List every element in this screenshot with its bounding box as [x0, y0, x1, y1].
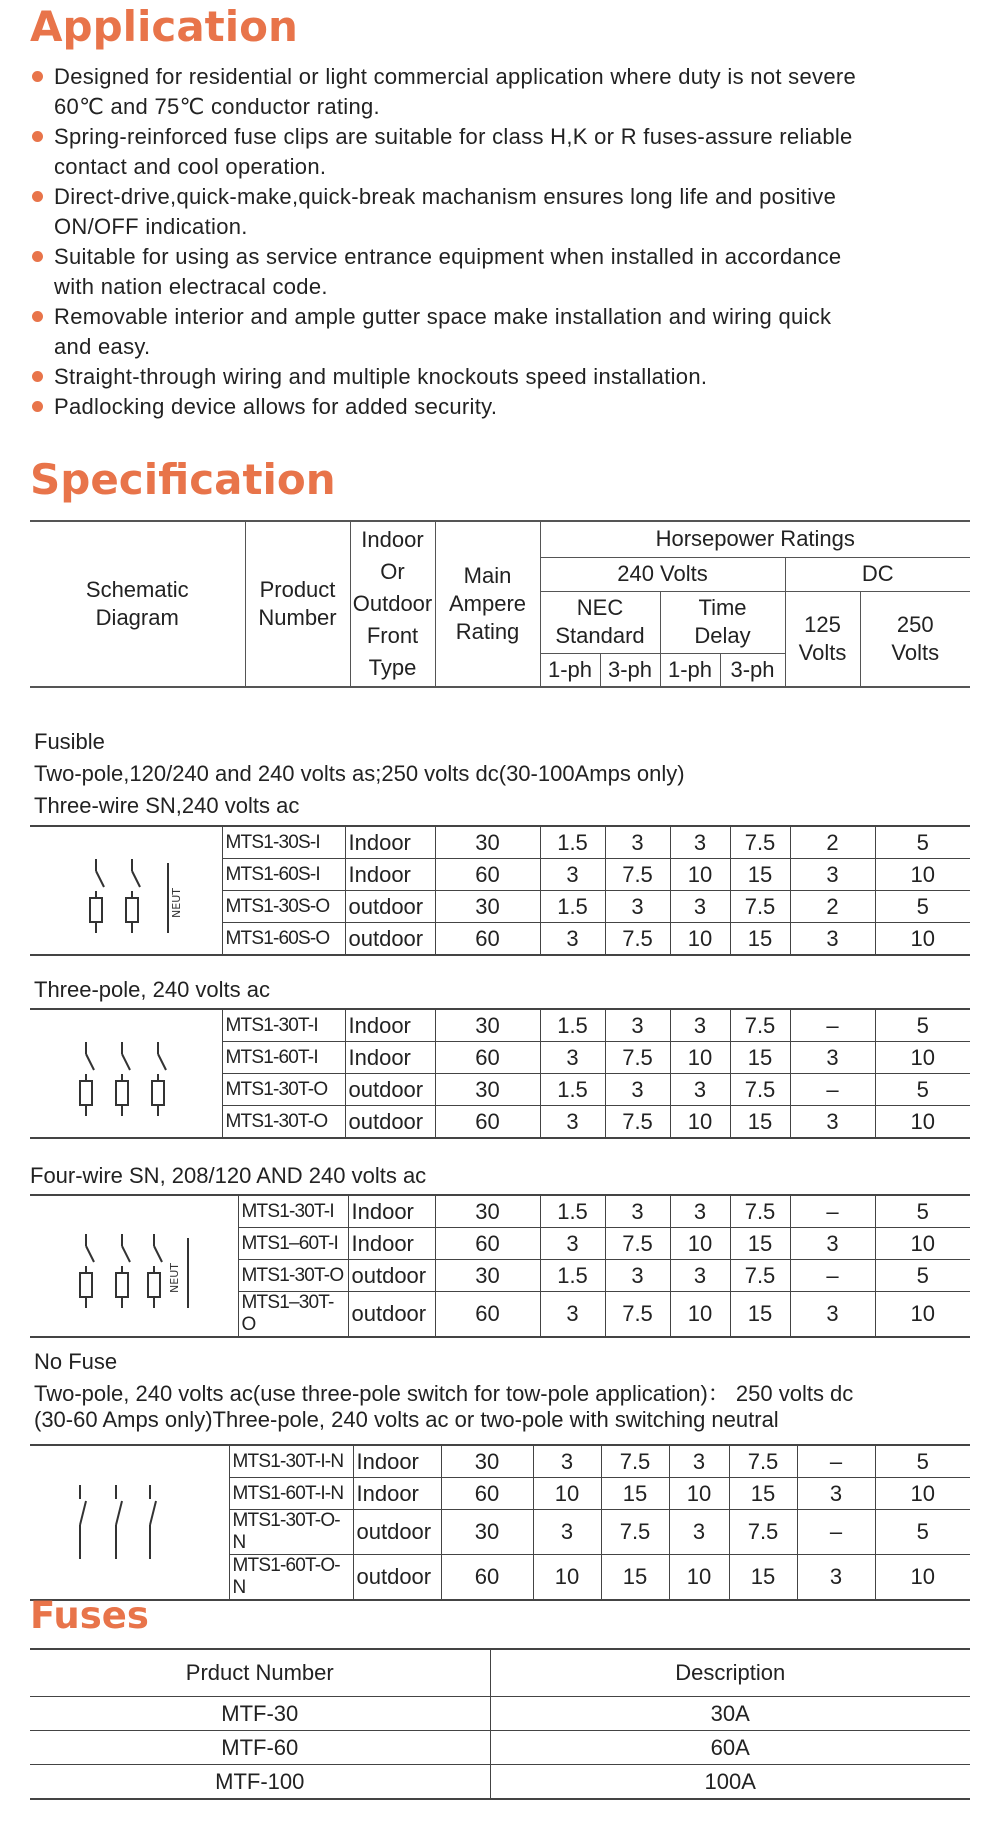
ampere-cell: 60 [435, 859, 540, 891]
product-number: MTS1-60S-I [222, 859, 345, 891]
ampere-cell: 60 [435, 923, 540, 956]
product-number: MTS1-60T-O-N [229, 1555, 353, 1601]
value-cell: 15 [730, 1228, 790, 1260]
ampere-cell: 60 [441, 1555, 533, 1601]
value-cell: 7.5 [730, 1009, 790, 1042]
fusible-subtitle: Two-pole,120/240 and 240 volts as;250 volts dc(30-100Amps only) [34, 761, 685, 786]
value-cell: 10 [533, 1555, 601, 1601]
value-cell: 1.5 [540, 891, 605, 923]
application-bullet: Suitable for using as service entrance equipment when installed in accordance with nation electracal code. [28, 242, 993, 302]
header-product-number: Product Number [245, 521, 350, 687]
value-cell: 7.5 [730, 1074, 790, 1106]
value-cell: 10 [670, 859, 730, 891]
value-cell: 3 [670, 891, 730, 923]
product-number: MTS1-30T-O [238, 1260, 348, 1292]
table-row [30, 1765, 970, 1800]
value-cell: – [790, 1074, 875, 1106]
value-cell: 10 [670, 1292, 730, 1338]
value-cell: – [797, 1510, 875, 1555]
value-cell: 10 [669, 1478, 729, 1510]
value-cell: 15 [730, 859, 790, 891]
value-cell: 1.5 [540, 1074, 605, 1106]
product-number: MTS1-60S-O [222, 923, 345, 956]
value-cell: 5 [875, 1445, 970, 1478]
ampere-cell: 60 [435, 1228, 540, 1260]
spec-table-no-fuse [30, 1444, 970, 1601]
value-cell: 7.5 [605, 1106, 670, 1139]
bullet-dot-icon [32, 71, 43, 82]
value-cell: 10 [875, 1292, 970, 1338]
type-cell: outdoor [345, 1074, 435, 1106]
value-cell: 5 [875, 826, 970, 859]
type-cell: Indoor [348, 1228, 435, 1260]
value-cell: 15 [730, 1042, 790, 1074]
table-row [30, 826, 970, 859]
bullet-dot-icon [32, 191, 43, 202]
header-240-volts: 240 Volts [540, 557, 785, 591]
type-cell: outdoor [345, 923, 435, 956]
value-cell: 3 [670, 1260, 730, 1292]
value-cell: – [790, 1195, 875, 1228]
value-cell: 7.5 [605, 1228, 670, 1260]
ampere-cell: 30 [435, 826, 540, 859]
value-cell: 10 [670, 1042, 730, 1074]
type-cell: outdoor [348, 1260, 435, 1292]
schematic-cell [30, 1195, 238, 1337]
type-cell: Indoor [348, 1195, 435, 1228]
value-cell: 1.5 [540, 1009, 605, 1042]
value-cell: 7.5 [730, 891, 790, 923]
section-label-four-wire: Four-wire SN, 208/120 AND 240 volts ac [30, 1163, 427, 1188]
value-cell: 5 [875, 1510, 970, 1555]
value-cell: 15 [730, 923, 790, 956]
value-cell: 15 [601, 1478, 669, 1510]
value-cell: 10 [670, 1106, 730, 1139]
header-schematic: Schematic Diagram [30, 521, 245, 687]
spec-table-three-wire [30, 825, 970, 956]
header-dc: DC [785, 557, 970, 591]
type-cell: outdoor [353, 1555, 441, 1601]
value-cell: 3 [670, 1195, 730, 1228]
value-cell: 5 [875, 1260, 970, 1292]
table-row [30, 1697, 970, 1731]
value-cell: 5 [875, 891, 970, 923]
value-cell: 7.5 [729, 1445, 797, 1478]
value-cell: 3 [605, 1260, 670, 1292]
value-cell: 3 [540, 923, 605, 956]
value-cell: 5 [875, 1009, 970, 1042]
value-cell: 3 [533, 1445, 601, 1478]
product-number: MTS1-30T-O [222, 1074, 345, 1106]
value-cell: 3 [670, 826, 730, 859]
application-bullet: Straight-through wiring and multiple knockouts speed installation. [28, 362, 993, 392]
fuse-product-number: MTF-60 [30, 1731, 490, 1765]
type-cell: outdoor [345, 1106, 435, 1139]
application-heading: Application [30, 2, 298, 51]
ampere-cell: 30 [441, 1510, 533, 1555]
header-main-ampere: Main Ampere Rating [435, 521, 540, 687]
table-row [30, 1009, 970, 1042]
application-bullet: Spring-reinforced fuse clips are suitable for class H,K or R fuses-assure reliable contact and cool operation. [28, 122, 993, 182]
section-label-three-pole: Three-pole, 240 volts ac [34, 977, 271, 1002]
bullet-dot-icon [32, 251, 43, 262]
value-cell: 3 [533, 1510, 601, 1555]
type-cell: Indoor [345, 859, 435, 891]
section-label-three-wire: Three-wire SN,240 volts ac [34, 793, 300, 818]
value-cell: 3 [790, 923, 875, 956]
value-cell: 10 [875, 1106, 970, 1139]
value-cell: 10 [875, 1042, 970, 1074]
type-cell: Indoor [345, 1009, 435, 1042]
value-cell: 15 [729, 1478, 797, 1510]
product-number: MTS1-30S-O [222, 891, 345, 923]
no-fuse-subtitle-2: (30-60 Amps only)Three-pole, 240 volts ac or two-pole with switching neutral [34, 1407, 779, 1432]
value-cell: 5 [875, 1074, 970, 1106]
bullet-dot-icon [32, 311, 43, 322]
value-cell: 15 [730, 1292, 790, 1338]
application-bullet: Designed for residential or light commercial application where duty is not severe 60℃ and 75℃ conductor rating. [28, 62, 993, 122]
value-cell: 1.5 [540, 826, 605, 859]
fuses-heading: Fuses [30, 1594, 149, 1637]
bullet-dot-icon [32, 401, 43, 412]
schematic-cell [30, 1009, 222, 1138]
value-cell: 7.5 [601, 1445, 669, 1478]
fuses-header-row [30, 1649, 970, 1697]
spec-table-four-wire [30, 1194, 970, 1338]
ampere-cell: 30 [435, 1260, 540, 1292]
value-cell: 2 [790, 826, 875, 859]
schematic-cell [30, 1445, 229, 1600]
product-number: MTS1-30T-O [222, 1106, 345, 1139]
value-cell: – [790, 1260, 875, 1292]
header-125-volts: 125 Volts [785, 591, 860, 687]
neut-label: NEUT [170, 887, 183, 918]
value-cell: 7.5 [601, 1510, 669, 1555]
header-250-volts: 250 Volts [860, 591, 970, 687]
value-cell: 3 [540, 1228, 605, 1260]
fuse-product-number: MTF-30 [30, 1697, 490, 1731]
type-cell: Indoor [345, 1042, 435, 1074]
neut-label: NEUT [168, 1263, 181, 1293]
ampere-cell: 60 [435, 1106, 540, 1139]
value-cell: 3 [790, 1042, 875, 1074]
no-fuse-subtitle-1: Two-pole, 240 volts ac(use three-pole switch for tow-pole application)： 250 volts dc [34, 1381, 854, 1406]
product-number: MTS1-60T-I [222, 1042, 345, 1074]
value-cell: 10 [875, 859, 970, 891]
value-cell: 10 [875, 1478, 970, 1510]
value-cell: 3 [670, 1074, 730, 1106]
table-row [30, 1731, 970, 1765]
table-row [30, 1445, 970, 1478]
value-cell: 10 [670, 923, 730, 956]
header-type: Indoor Or Outdoor Front Type [350, 521, 435, 687]
value-cell: 2 [790, 891, 875, 923]
table-row [30, 1195, 970, 1228]
fuse-product-number: MTF-100 [30, 1765, 490, 1800]
value-cell: 3 [605, 826, 670, 859]
ampere-cell: 60 [441, 1478, 533, 1510]
application-bullet: Removable interior and ample gutter space make installation and wiring quick and easy. [28, 302, 993, 362]
value-cell: 7.5 [605, 1292, 670, 1338]
value-cell: 3 [540, 1292, 605, 1338]
product-number: MTS1-30T-O-N [229, 1510, 353, 1555]
value-cell: 3 [540, 1042, 605, 1074]
value-cell: 3 [790, 1106, 875, 1139]
value-cell: – [790, 1009, 875, 1042]
fuses-col-description: Description [490, 1649, 970, 1697]
value-cell: 15 [601, 1555, 669, 1601]
value-cell: 10 [875, 923, 970, 956]
type-cell: Indoor [345, 826, 435, 859]
specification-heading: Specification [30, 455, 336, 504]
product-number: MTS1-60T-I-N [229, 1478, 353, 1510]
header-nec-1ph: 1-ph [540, 653, 600, 687]
type-cell: outdoor [348, 1292, 435, 1338]
fuses-table [30, 1648, 970, 1800]
ampere-cell: 30 [435, 1074, 540, 1106]
section-label-no-fuse: No Fuse [34, 1349, 118, 1374]
type-cell: outdoor [353, 1510, 441, 1555]
application-bullet: Padlocking device allows for added security. [28, 392, 993, 422]
header-td-3ph: 3-ph [720, 653, 785, 687]
value-cell: 7.5 [605, 923, 670, 956]
value-cell: 5 [875, 1195, 970, 1228]
header-horsepower-ratings: Horsepower Ratings [540, 521, 970, 557]
value-cell: 1.5 [540, 1260, 605, 1292]
type-cell: Indoor [353, 1478, 441, 1510]
value-cell: 15 [730, 1106, 790, 1139]
value-cell: 7.5 [730, 1260, 790, 1292]
fuse-description: 30A [490, 1697, 970, 1731]
value-cell: 1.5 [540, 1195, 605, 1228]
ampere-cell: 30 [435, 1195, 540, 1228]
schematic-cell [30, 826, 222, 955]
fuse-description: 100A [490, 1765, 970, 1800]
value-cell: 3 [605, 1074, 670, 1106]
schematic-three-pole-neutral-icon [30, 1206, 210, 1326]
ampere-cell: 30 [435, 891, 540, 923]
product-number: MTS1–30T-O [238, 1292, 348, 1338]
type-cell: Indoor [353, 1445, 441, 1478]
fusible-label: Fusible [34, 729, 105, 754]
header-nec-standard: NEC Standard [540, 591, 660, 653]
bullet-dot-icon [32, 131, 43, 142]
value-cell: 7.5 [730, 826, 790, 859]
value-cell: 7.5 [729, 1510, 797, 1555]
value-cell: 15 [729, 1555, 797, 1601]
value-cell: 7.5 [730, 1195, 790, 1228]
value-cell: 10 [875, 1228, 970, 1260]
header-nec-3ph: 3-ph [600, 653, 660, 687]
type-cell: outdoor [345, 891, 435, 923]
value-cell: 3 [670, 1009, 730, 1042]
value-cell: 3 [669, 1445, 729, 1478]
fuses-col-product-number: Prduct Number [30, 1649, 490, 1697]
product-number: MTS1-30T-I [238, 1195, 348, 1228]
ampere-cell: 60 [435, 1292, 540, 1338]
value-cell: 3 [669, 1510, 729, 1555]
value-cell: – [797, 1445, 875, 1478]
product-number: MTS1-30T-I-N [229, 1445, 353, 1478]
spec-table-three-pole [30, 1008, 970, 1139]
value-cell: 10 [875, 1555, 970, 1601]
value-cell: 10 [670, 1228, 730, 1260]
schematic-two-pole-neutral-icon [30, 831, 190, 951]
product-number: MTS1-30T-I [222, 1009, 345, 1042]
value-cell: 10 [533, 1478, 601, 1510]
value-cell: 3 [540, 859, 605, 891]
value-cell: 3 [605, 1195, 670, 1228]
value-cell: 7.5 [605, 859, 670, 891]
bullet-dot-icon [32, 371, 43, 382]
header-td-1ph: 1-ph [660, 653, 720, 687]
value-cell: 3 [790, 859, 875, 891]
value-cell: 10 [669, 1555, 729, 1601]
fuse-description: 60A [490, 1731, 970, 1765]
schematic-no-fuse-icon [30, 1463, 190, 1583]
value-cell: 7.5 [605, 1042, 670, 1074]
header-time-delay: Time Delay [660, 591, 785, 653]
value-cell: 3 [605, 891, 670, 923]
ampere-cell: 60 [435, 1042, 540, 1074]
value-cell: 3 [797, 1555, 875, 1601]
application-bullet: Direct-drive,quick-make,quick-break machanism ensures long life and positive ON/OFF indication. [28, 182, 993, 242]
ampere-cell: 30 [435, 1009, 540, 1042]
value-cell: 3 [605, 1009, 670, 1042]
value-cell: 3 [540, 1106, 605, 1139]
value-cell: 3 [790, 1292, 875, 1338]
value-cell: 3 [797, 1478, 875, 1510]
ampere-cell: 30 [441, 1445, 533, 1478]
value-cell: 3 [790, 1228, 875, 1260]
schematic-three-pole-icon [30, 1014, 190, 1134]
product-number: MTS1-30S-I [222, 826, 345, 859]
product-number: MTS1–60T-I [238, 1228, 348, 1260]
spec-header-table [30, 520, 970, 688]
application-bullet-list [28, 62, 993, 422]
